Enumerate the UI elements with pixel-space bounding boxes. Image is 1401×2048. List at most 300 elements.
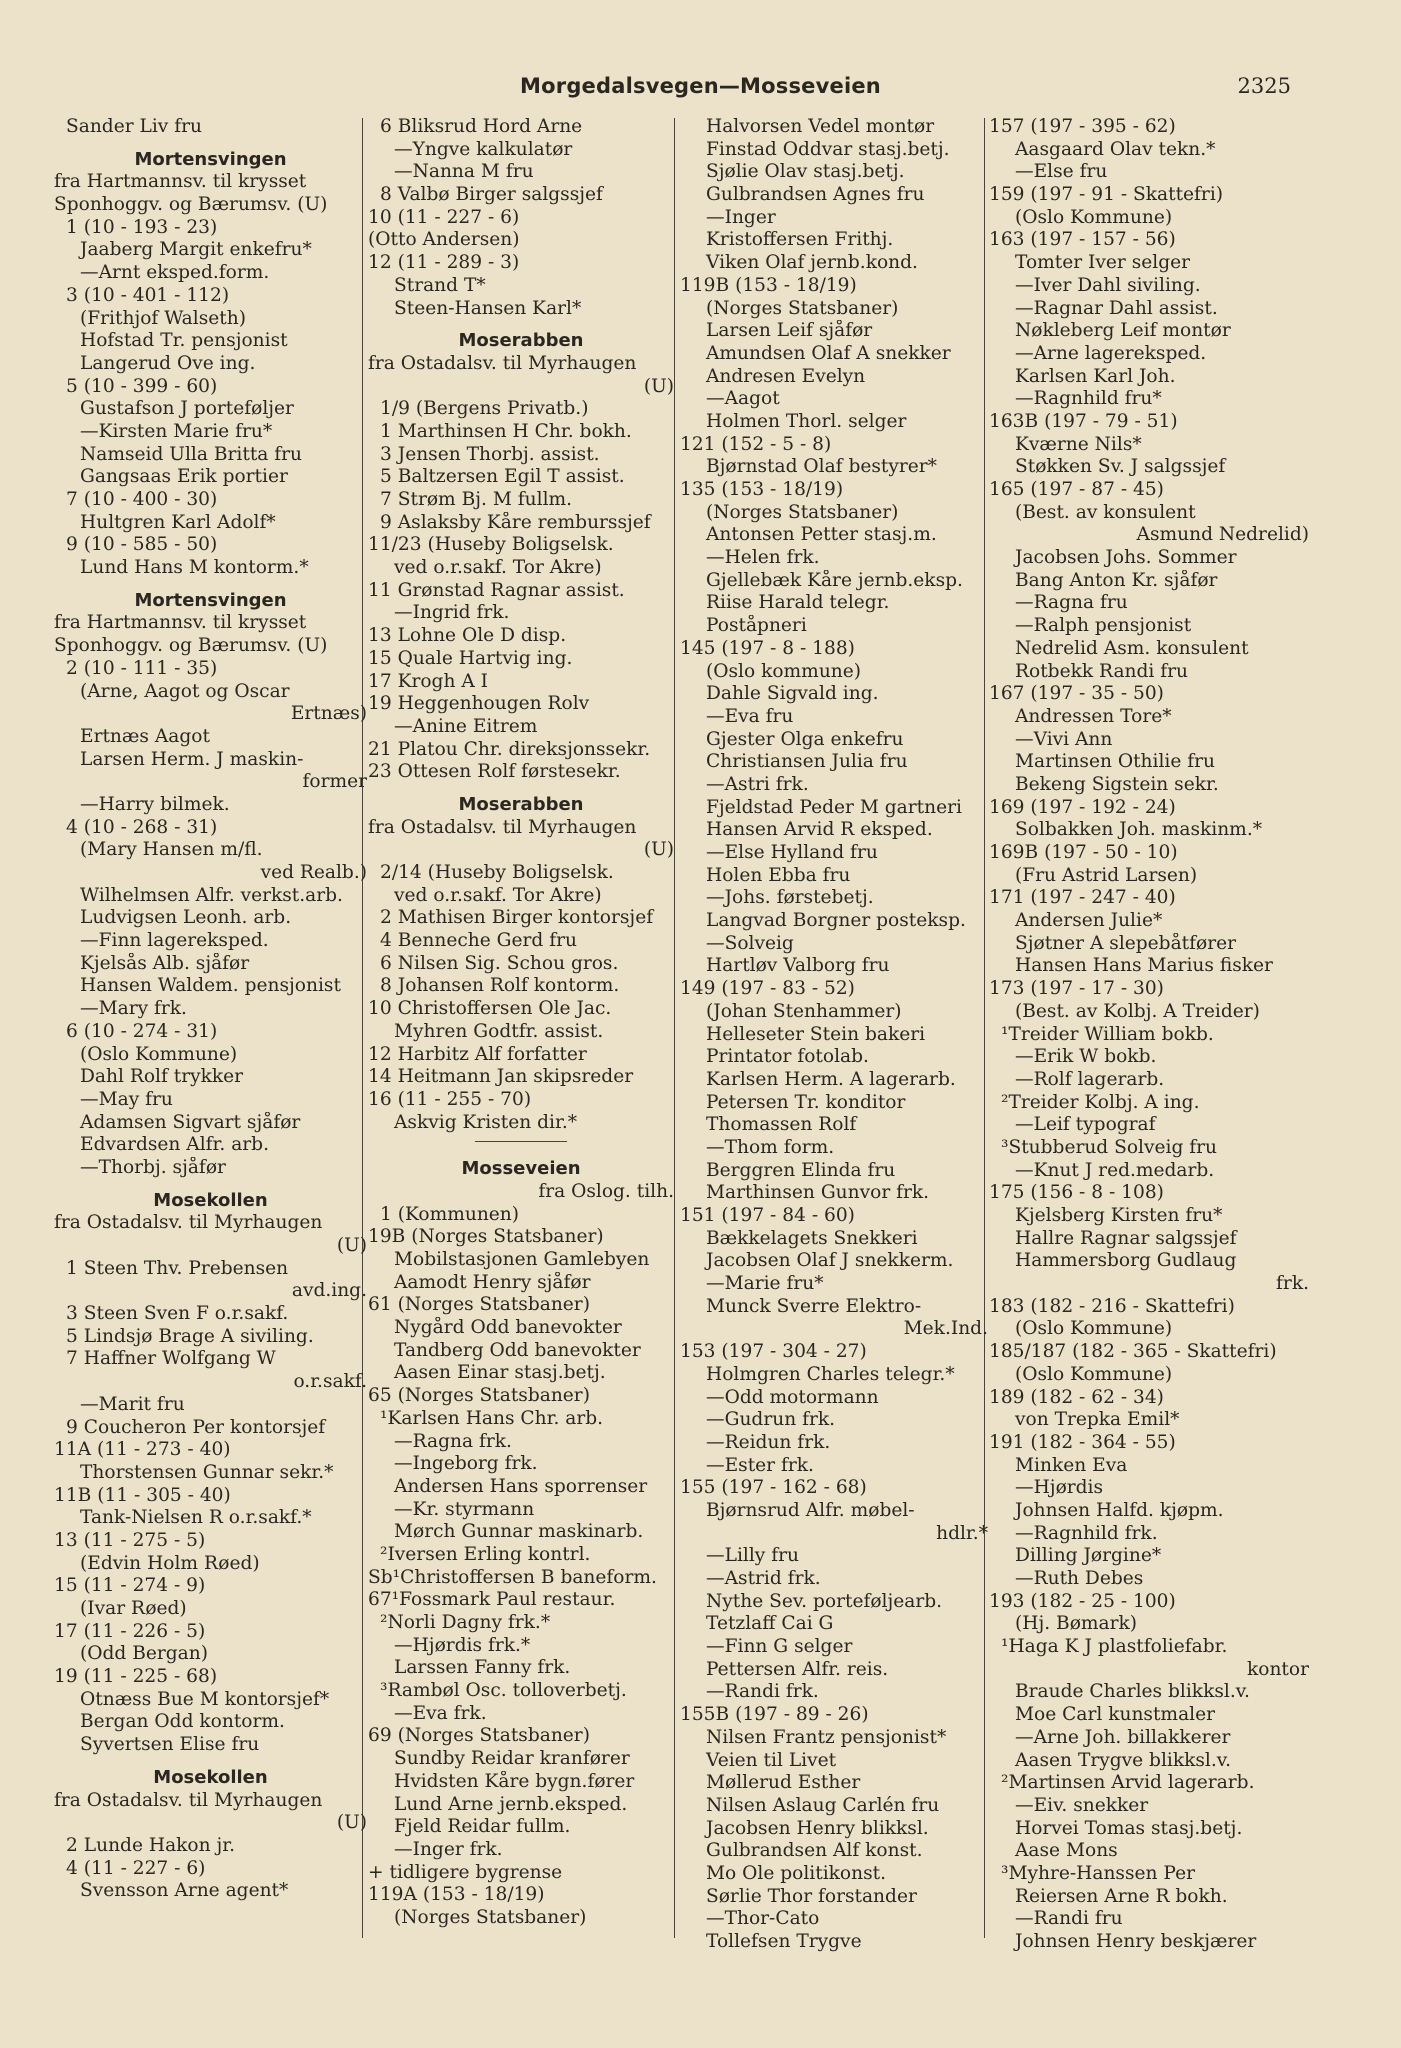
directory-line: (Ivar Røed) <box>80 1598 187 1619</box>
directory-line: 145 (197 - 8 - 188) <box>680 637 855 659</box>
directory-line: Bekeng Sigstein sekr. <box>1015 773 1219 795</box>
directory-line: Finstad Oddvar stasj.betj. <box>706 138 950 160</box>
directory-line: (Edvin Holm Røed) <box>80 1552 260 1574</box>
directory-line: 157 (197 - 395 - 62) <box>989 116 1176 137</box>
directory-line: Nilsen Aslaug Carlén fru <box>706 1794 940 1816</box>
directory-line: 3 Jensen Thorbj. assist. <box>380 443 600 465</box>
directory-line: Aase Mons <box>1015 1840 1118 1862</box>
directory-line: Ertnæs Aagot <box>80 725 210 747</box>
directory-line: Holmen Thorl. selger <box>706 410 907 432</box>
directory-line: hdlr.* <box>936 1522 988 1544</box>
directory-line: ²Iversen Erling kontrl. <box>380 1543 591 1565</box>
directory-line: —Marie fru* <box>706 1273 824 1295</box>
directory-line: 4 (11 - 227 - 6) <box>66 1857 206 1879</box>
directory-line: Tandberg Odd banevokter <box>394 1339 641 1361</box>
directory-line: Hvidsten Kåre bygn.fører <box>394 1770 635 1792</box>
directory-line: —Johs. førstebetj. <box>706 887 874 909</box>
directory-line: Andersen Julie* <box>1015 910 1163 932</box>
directory-line: Otnæss Bue M kontorsjef* <box>80 1688 330 1710</box>
directory-line: —Ragnhild fru* <box>1015 388 1162 410</box>
directory-line: —Vivi Ann <box>1015 728 1113 750</box>
directory-line: Munck Sverre Elektro- <box>706 1295 922 1317</box>
directory-line: —Ingeborg frk. <box>394 1453 538 1475</box>
directory-line: 9 Aslaksby Kåre remburssjef <box>380 511 651 533</box>
directory-line: —Hjørdis frk.* <box>394 1634 531 1656</box>
directory-line: Mørch Gunnar maskinarb. <box>394 1521 644 1543</box>
directory-line: (Norges Statsbaner) <box>706 501 899 523</box>
directory-line: Minken Eva <box>1015 1454 1128 1476</box>
directory-line: Johnsen Halfd. kjøpm. <box>1015 1499 1224 1521</box>
directory-line: Braude Charles blikksl.v. <box>1015 1681 1250 1703</box>
directory-line: Rotbekk Randi fru <box>1015 660 1189 682</box>
directory-line: (Otto Andersen) <box>368 229 520 251</box>
directory-line: Reiersen Arne R bokh. <box>1015 1885 1228 1907</box>
directory-line: Askvig Kristen dir.* <box>394 1111 578 1133</box>
directory-line: ²Martinsen Arvid lagerarb. <box>1001 1772 1255 1794</box>
directory-line: Dahle Sigvald ing. <box>706 683 879 705</box>
directory-line: —Thom form. <box>706 1136 835 1158</box>
directory-line: 171 (197 - 247 - 40) <box>989 887 1176 909</box>
directory-line: (Frithjof Walseth) <box>80 307 246 329</box>
directory-line: Hammersborg Gudlaug <box>1015 1250 1237 1272</box>
directory-line: 183 (182 - 216 - Skattefri) <box>989 1295 1235 1317</box>
directory-line: —Finn G selger <box>706 1636 853 1658</box>
directory-line: ved o.r.sakf. Tor Akre) <box>394 884 602 906</box>
directory-line: (Best. av Kolbj. A Treider) <box>1015 1000 1260 1022</box>
directory-line: 17 (11 - 226 - 5) <box>54 1620 206 1642</box>
directory-line: —Randi fru <box>1015 1908 1123 1930</box>
directory-line: Lund Arne jernb.eksped. <box>394 1793 628 1815</box>
directory-line: Sponhoggv. og Bærumsv. (U) <box>54 194 328 216</box>
directory-line: Halvorsen Vedel montør <box>706 116 935 137</box>
directory-line: Fjeldstad Peder M gartneri <box>706 796 962 818</box>
directory-line: Bergan Odd kontorm. <box>80 1711 285 1733</box>
directory-line: —Thorbj. sjåfør <box>80 1156 226 1178</box>
directory-line: Steen-Hansen Karl* <box>394 297 582 319</box>
directory-line: 8 Johansen Rolf kontorm. <box>380 975 620 997</box>
directory-line: —Astri frk. <box>706 773 809 795</box>
directory-line: 17 Krogh A I <box>368 670 489 692</box>
directory-line: 11 Grønstad Ragnar assist. <box>368 579 625 601</box>
directory-line: Støkken Sv. J salgssjef <box>1015 456 1226 478</box>
directory-line: —Eva frk. <box>394 1702 487 1724</box>
directory-line: —Leif typograf <box>1015 1114 1156 1136</box>
directory-line: (U) <box>336 1812 367 1834</box>
directory-line: (U) <box>336 1235 367 1256</box>
directory-line: Bækkelagets Snekkeri <box>706 1227 918 1249</box>
directory-line: Holmgren Charles telegr.* <box>706 1363 955 1385</box>
directory-line: 9 (10 - 585 - 50) <box>66 534 218 556</box>
directory-line: former <box>302 771 367 793</box>
directory-line: Poståpneri <box>706 615 807 637</box>
directory-line: 2 Lunde Hakon jr. <box>66 1834 236 1856</box>
directory-line: Nedrelid Asm. konsulent <box>1015 637 1249 659</box>
directory-line: (U) <box>643 839 674 861</box>
directory-line: Holen Ebba fru <box>706 864 851 886</box>
column-divider <box>674 118 675 1938</box>
directory-line: ¹Treider William bokb. <box>1001 1023 1214 1045</box>
directory-line: 167 (197 - 35 - 50) <box>989 683 1164 705</box>
directory-line: —Hjørdis <box>1015 1477 1104 1499</box>
directory-line: ²Treider Kolbj. A ing. <box>1001 1091 1200 1113</box>
directory-line: —Ragna fru <box>1015 592 1128 614</box>
directory-line: (U) <box>643 375 674 397</box>
directory-line: Edvardsen Alfr. arb. <box>80 1134 269 1156</box>
directory-line: —Arne Joh. billakkerer <box>1015 1726 1231 1748</box>
directory-line: Tank-Nielsen R o.r.sakf.* <box>80 1507 312 1529</box>
directory-line: —Iver Dahl siviling. <box>1015 274 1201 296</box>
street-heading: Moserabben <box>458 330 584 352</box>
directory-line: —Astrid frk. <box>706 1568 821 1589</box>
directory-line: Sander Liv fru <box>66 116 202 137</box>
directory-line: —Erik W bokb. <box>1015 1046 1157 1068</box>
street-heading: Mortensvingen <box>134 589 287 611</box>
directory-line: 19B (Norges Statsbaner) <box>368 1226 604 1248</box>
directory-line: Gulbrandsen Alf konst. <box>706 1840 923 1862</box>
directory-column-2 <box>368 116 674 2016</box>
directory-line: Bang Anton Kr. sjåfør <box>1015 569 1218 591</box>
directory-line: 10 Christoffersen Ole Jac. <box>368 998 612 1020</box>
directory-line: Sponhoggv. og Bærumsv. (U) <box>54 635 328 657</box>
directory-line: —Else Hylland fru <box>706 842 878 863</box>
directory-line: —Odd motormann <box>706 1386 879 1408</box>
directory-line: Sundby Reidar kranfører <box>394 1748 630 1770</box>
directory-line: 169B (197 - 50 - 10) <box>989 842 1178 863</box>
directory-line: Aamodt Henry sjåfør <box>394 1271 591 1293</box>
directory-line: Larssen Fanny frk. <box>394 1657 571 1679</box>
directory-line: Amundsen Olaf A snekker <box>706 342 951 364</box>
directory-line: 69 (Norges Statsbaner) <box>368 1725 590 1747</box>
directory-line: 163B (197 - 79 - 51) <box>989 410 1178 432</box>
directory-line: —Kr. styrmann <box>394 1498 535 1520</box>
directory-column-4 <box>989 116 1309 2016</box>
directory-line: Gulbrandsen Agnes fru <box>706 184 925 206</box>
directory-line: Sjølie Olav stasj.betj. <box>706 161 905 183</box>
directory-line: (Fru Astrid Larsen) <box>1015 864 1198 886</box>
directory-line: (Oslo Kommune) <box>1015 1318 1173 1340</box>
directory-line: —Ruth Debes <box>1015 1568 1144 1589</box>
directory-line: 14 Heitmann Jan skipsreder <box>368 1066 634 1088</box>
directory-line: Aasgaard Olav tekn.* <box>1015 138 1216 160</box>
page-number: 2325 <box>1237 74 1291 98</box>
directory-line: Kværne Nils* <box>1015 433 1142 455</box>
directory-line: —Marit fru <box>80 1393 185 1415</box>
directory-line: —Anine Eitrem <box>394 715 538 737</box>
directory-line: Hansen Waldem. pensjonist <box>80 975 341 997</box>
directory-line: (Oslo kommune) <box>706 660 862 682</box>
directory-line: (Oslo Kommune) <box>1015 1363 1173 1385</box>
directory-line: 119A (153 - 18/19) <box>368 1884 545 1906</box>
directory-line: ³Stubberud Solveig fru <box>1001 1136 1218 1158</box>
directory-line: —Nanna M fru <box>394 161 534 183</box>
directory-line: Martinsen Othilie fru <box>1015 751 1216 773</box>
directory-line: Nøkleberg Leif montør <box>1015 320 1231 342</box>
directory-line: fra Ostadalsv. til Myrhaugen <box>54 1212 323 1234</box>
directory-line: Ertnæs) <box>290 703 367 725</box>
directory-line: 19 (11 - 225 - 68) <box>54 1666 218 1688</box>
directory-line: fra Oslog. tilh. <box>538 1180 674 1202</box>
directory-line: ¹Haga K J plastfoliefabr. <box>1001 1636 1228 1658</box>
directory-line: Nythe Sev. porteføljearb. <box>706 1590 943 1612</box>
directory-line: Hofstad Tr. pensjonist <box>80 330 288 352</box>
directory-line: —Rolf lagerarb. <box>1015 1068 1165 1090</box>
directory-line: 3 Steen Sven F o.r.sakf. <box>66 1303 289 1325</box>
directory-column-1 <box>54 116 367 2016</box>
directory-line: 2 (10 - 111 - 35) <box>66 657 218 679</box>
directory-line: 2/14 (Huseby Boligselsk. <box>380 862 614 883</box>
directory-line: —Else fru <box>1015 161 1108 183</box>
directory-line: Ludvigsen Leonh. arb. <box>80 907 292 929</box>
directory-line: 13 Lohne Ole D disp. <box>368 625 567 647</box>
directory-line: —Ralph pensjonist <box>1015 615 1192 637</box>
directory-line: (Odd Bergan) <box>80 1643 208 1665</box>
directory-line: Marthinsen Gunvor frk. <box>706 1182 930 1204</box>
directory-line: Jacobsen Johs. Sommer <box>1015 547 1237 569</box>
directory-line: Langvad Borgner posteksp. <box>706 910 966 932</box>
directory-line: Mek.Ind. <box>903 1318 988 1340</box>
directory-line: —Kirsten Marie fru* <box>80 420 273 442</box>
directory-line: 1 Steen Thv. Prebensen <box>66 1257 289 1279</box>
directory-line: frk. <box>1276 1273 1309 1295</box>
directory-line: Hansen Arvid R eksped. <box>706 819 933 841</box>
directory-line: Berggren Elinda fru <box>706 1159 896 1181</box>
directory-line: fra Hartmannsv. til krysset <box>54 612 307 634</box>
directory-line: 9 Coucheron Per kontorsjef <box>66 1416 326 1438</box>
directory-line: 11/23 (Huseby Boligselsk. <box>368 534 614 556</box>
directory-line: 191 (182 - 364 - 55) <box>989 1431 1176 1453</box>
directory-line: (Norges Statsbaner) <box>706 297 899 319</box>
directory-line: von Trepka Emil* <box>1015 1409 1180 1431</box>
directory-line: 12 Harbitz Alf forfatter <box>368 1043 587 1065</box>
directory-line: 2 Mathisen Birger kontorsjef <box>380 907 654 929</box>
directory-line: 185/187 (182 - 365 - Skattefri) <box>989 1341 1277 1363</box>
directory-line: ¹Karlsen Hans Chr. arb. <box>380 1407 604 1429</box>
directory-line: (Arne, Aagot og Oscar <box>80 680 290 702</box>
directory-line: Jacobsen Henry blikksl. <box>706 1817 929 1839</box>
directory-line: 121 (152 - 5 - 8) <box>680 433 832 455</box>
directory-line: —Ragnar Dahl assist. <box>1015 297 1218 319</box>
directory-line: 1 (10 - 193 - 23) <box>66 216 218 238</box>
directory-line: Solbakken Joh. maskinm.* <box>1015 819 1263 841</box>
directory-line: ved Realb.) <box>260 862 367 883</box>
directory-line: Tomter Iver selger <box>1015 252 1190 274</box>
directory-line: Kjelsås Alb. sjåfør <box>80 952 250 974</box>
directory-line: 65 (Norges Statsbaner) <box>368 1385 590 1407</box>
directory-line: 11A (11 - 273 - 40) <box>54 1439 231 1461</box>
directory-line: 16 (11 - 255 - 70) <box>368 1088 532 1110</box>
directory-line: fra Ostadalsv. til Myrhaugen <box>54 1789 323 1811</box>
directory-line: kontor <box>1247 1658 1309 1680</box>
directory-line: 155B (197 - 89 - 26) <box>680 1704 869 1726</box>
street-heading: Mortensvingen <box>134 148 287 170</box>
directory-line: —Lilly fru <box>706 1545 799 1567</box>
directory-line: Gustafson J porteføljer <box>80 398 294 420</box>
directory-line: Horvei Tomas stasj.betj. <box>1015 1817 1243 1839</box>
directory-line: ³Rambøl Osc. tolloverbetj. <box>380 1680 627 1702</box>
directory-line: Karlsen Karl Joh. <box>1015 365 1176 387</box>
directory-line: Syvertsen Elise fru <box>80 1734 260 1756</box>
directory-line: —Ingrid frk. <box>394 602 510 624</box>
directory-line: + tidligere bygrense <box>368 1861 563 1883</box>
directory-line: Moe Carl kunstmaler <box>1015 1704 1215 1726</box>
directory-line: Nilsen Frantz pensjonist* <box>706 1726 947 1748</box>
directory-line: 6 (10 - 274 - 31) <box>66 1020 218 1042</box>
directory-line: Wilhelmsen Alfr. verkst.arb. <box>80 884 343 906</box>
directory-line: 189 (182 - 62 - 34) <box>989 1386 1164 1408</box>
directory-line: —Helen frk. <box>706 547 820 569</box>
directory-line: Svensson Arne agent* <box>80 1880 289 1902</box>
directory-line: Andressen Tore* <box>1015 705 1172 727</box>
directory-line: fra Hartmannsv. til krysset <box>54 171 307 193</box>
directory-line: Gangsaas Erik portier <box>80 466 288 488</box>
directory-line: 10 (11 - 227 - 6) <box>368 206 520 228</box>
directory-line: 4 Benneche Gerd fru <box>380 930 577 952</box>
directory-line: Pettersen Alfr. reis. <box>706 1658 889 1680</box>
directory-line: Thomassen Rolf <box>706 1114 857 1136</box>
directory-line: 15 Quale Hartvig ing. <box>368 647 573 669</box>
directory-line: Riise Harald telegr. <box>706 592 890 614</box>
directory-line: Dahl Rolf trykker <box>80 1066 244 1088</box>
directory-line: —Gudrun frk. <box>706 1409 836 1431</box>
directory-line: Gjester Olga enkefru <box>706 728 904 750</box>
directory-line: Tollefsen Trygve <box>706 1931 862 1952</box>
directory-line: 12 (11 - 289 - 3) <box>368 252 520 274</box>
directory-line: Printator fotolab. <box>706 1046 869 1068</box>
directory-line: (Mary Hansen m/fl. <box>80 839 263 861</box>
directory-line: 1 (Kommunen) <box>380 1203 520 1225</box>
directory-line: Andersen Hans sporrenser <box>394 1475 648 1497</box>
directory-line: Sb¹Christoffersen B baneform. <box>368 1566 657 1588</box>
directory-line: Myhren Godtfr. assist. <box>394 1020 604 1042</box>
directory-line: (Norges Statsbaner) <box>394 1906 587 1928</box>
directory-line: (Oslo Kommune) <box>80 1043 238 1065</box>
directory-line: Asmund Nedrelid) <box>1136 524 1309 546</box>
directory-line: —Knut J red.medarb. <box>1015 1159 1215 1181</box>
directory-line: 6 Bliksrud Hord Arne <box>380 116 583 137</box>
directory-line: Petersen Tr. konditor <box>706 1091 906 1113</box>
directory-line: Gjellebæk Kåre jernb.eksp. <box>706 569 963 591</box>
directory-line: Namseid Ulla Britta fru <box>80 443 303 465</box>
directory-line: —Inger frk. <box>394 1838 503 1860</box>
directory-line: ved o.r.sakf. Tor Akre) <box>394 557 602 579</box>
directory-line: 5 Baltzersen Egil T assist. <box>380 466 625 488</box>
directory-line: fra Ostadalsv. til Myrhaugen <box>368 352 637 374</box>
directory-line: —Eiv. snekker <box>1015 1794 1149 1816</box>
directory-line: 149 (197 - 83 - 52) <box>680 978 855 1000</box>
directory-line: Thorstensen Gunnar sekr.* <box>80 1461 334 1483</box>
directory-line: 4 (10 - 268 - 31) <box>66 816 218 838</box>
directory-line: 193 (182 - 25 - 100) <box>989 1590 1176 1612</box>
directory-line: —Thor-Cato <box>706 1908 820 1930</box>
directory-line: 151 (197 - 84 - 60) <box>680 1205 855 1226</box>
directory-line: 13 (11 - 275 - 5) <box>54 1529 206 1551</box>
directory-line: Jaaberg Margit enkefru* <box>80 239 312 261</box>
directory-line: —Arnt eksped.form. <box>80 262 270 284</box>
directory-line: Adamsen Sigvart sjåfør <box>80 1111 301 1133</box>
directory-line: Lund Hans M kontorm.* <box>80 557 309 579</box>
directory-line: —May fru <box>80 1088 173 1110</box>
directory-line: Antonsen Petter stasj.m. <box>706 524 937 546</box>
directory-line: ²Norli Dagny frk.* <box>380 1612 551 1633</box>
directory-line: (Johan Stenhammer) <box>706 1000 902 1022</box>
directory-line: 173 (197 - 17 - 30) <box>989 978 1164 1000</box>
directory-line: —Randi frk. <box>706 1681 819 1703</box>
directory-line: Larsen Herm. J maskin- <box>80 748 304 770</box>
directory-line: (Best. av konsulent <box>1015 501 1196 523</box>
directory-line: 1 Marthinsen H Chr. bokh. <box>380 420 632 442</box>
directory-line: 19 Heggenhougen Rolv <box>368 693 590 715</box>
directory-line: 7 Haffner Wolfgang W <box>66 1348 276 1370</box>
street-heading: Mosekollen <box>153 1189 268 1211</box>
directory-line: 175 (156 - 8 - 108) <box>989 1182 1164 1204</box>
directory-line: 153 (197 - 304 - 27) <box>680 1341 867 1363</box>
page-title: Morgedalsvegen—Mosseveien <box>520 74 881 98</box>
directory-line: Mo Ole politikonst. <box>706 1862 887 1884</box>
directory-line: 163 (197 - 157 - 56) <box>989 229 1176 251</box>
directory-line: Sjøtner A slepebåtfører <box>1015 932 1237 954</box>
street-heading: Mosseveien <box>461 1158 581 1180</box>
directory-line: Hallre Ragnar salgssjef <box>1015 1227 1237 1249</box>
directory-line: 8 Valbø Birger salgssjef <box>380 184 603 206</box>
directory-line: —Eva fru <box>706 705 794 727</box>
directory-line: o.r.sakf. <box>293 1371 367 1393</box>
directory-line: fra Ostadalsv. til Myrhaugen <box>368 816 637 838</box>
directory-line: Tetzlaff Cai G <box>706 1613 834 1635</box>
directory-line: 67¹Fossmark Paul restaur. <box>368 1589 616 1611</box>
directory-line: 21 Platou Chr. direksjonssekr. <box>368 738 651 760</box>
directory-line: 5 (10 - 399 - 60) <box>66 375 218 397</box>
directory-line: Larsen Leif sjåfør <box>706 320 873 342</box>
directory-line: 159 (197 - 91 - Skattefri) <box>989 184 1224 206</box>
directory-line: Mobilstasjonen Gamlebyen <box>394 1249 650 1270</box>
directory-line: —Mary frk. <box>80 998 187 1020</box>
directory-line: —Arne lagereksped. <box>1015 342 1207 364</box>
directory-line: 169 (197 - 192 - 24) <box>989 796 1176 818</box>
directory-line: —Harry bilmek. <box>80 793 230 815</box>
directory-line: Aasen Trygve blikksl.v. <box>1015 1749 1231 1771</box>
directory-column-3 <box>680 116 988 2016</box>
directory-line: Bjørnstad Olaf bestyrer* <box>706 456 937 478</box>
directory-line: Sørlie Thor forstander <box>706 1885 917 1907</box>
directory-line: (Oslo Kommune) <box>1015 206 1173 228</box>
directory-line: 11B (11 - 305 - 40) <box>54 1484 231 1506</box>
directory-line: Hultgren Karl Adolf* <box>80 511 276 533</box>
directory-line: Hartløv Valborg fru <box>706 955 890 977</box>
directory-line: Bjørnsrud Alfr. møbel- <box>706 1499 915 1521</box>
street-heading: Mosekollen <box>153 1766 268 1788</box>
directory-line: Jacobsen Olaf J snekkerm. <box>706 1250 954 1272</box>
directory-line: 1/9 (Bergens Privatb.) <box>380 398 589 420</box>
directory-line: Helleseter Stein bakeri <box>706 1023 926 1045</box>
directory-line: 155 (197 - 162 - 68) <box>680 1477 867 1499</box>
directory-line: (Hj. Bømark) <box>1015 1613 1138 1635</box>
directory-line: Veien til Livet <box>706 1749 837 1771</box>
directory-line: 7 Strøm Bj. M fullm. <box>380 489 573 510</box>
directory-line: Fjeld Reidar fullm. <box>394 1816 571 1838</box>
directory-line: —Reidun frk. <box>706 1431 831 1453</box>
directory-line: avd.ing. <box>291 1280 367 1302</box>
directory-line: 165 (197 - 87 - 45) <box>989 479 1164 500</box>
directory-line: 135 (153 - 18/19) <box>680 479 844 500</box>
directory-line: Dilling Jørgine* <box>1015 1545 1162 1567</box>
street-heading: Moserabben <box>458 793 584 815</box>
directory-line: —Ragnhild frk. <box>1015 1522 1158 1544</box>
page-header <box>0 70 1401 110</box>
directory-line: Strand T* <box>394 274 486 296</box>
directory-line: Johnsen Henry beskjærer <box>1015 1931 1257 1952</box>
directory-line: Møllerud Esther <box>706 1772 861 1794</box>
directory-line: Kjelsberg Kirsten fru* <box>1015 1205 1223 1226</box>
